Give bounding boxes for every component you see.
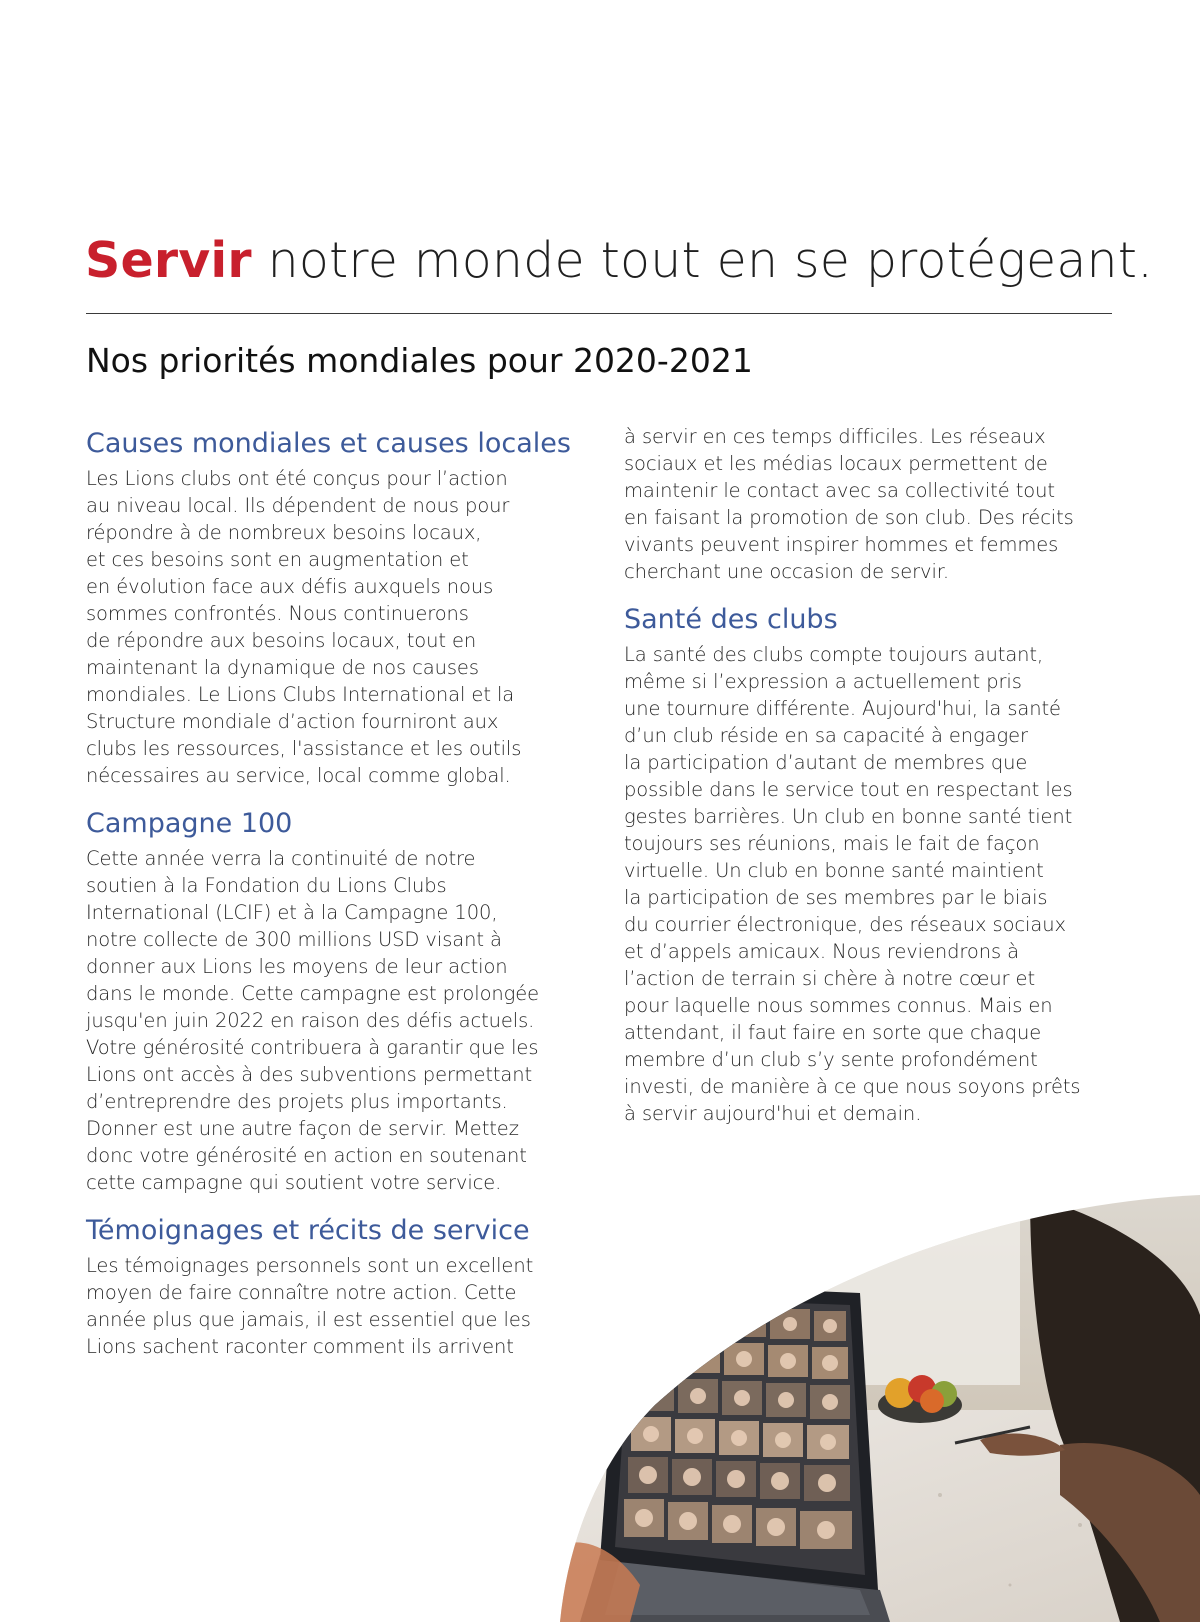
section-sante-clubs — [624, 601, 1124, 1127]
text-line: Les Lions clubs ont été conçus pour l’action — [86, 467, 508, 490]
text-line: du courrier électronique, des réseaux sociaux — [624, 913, 1066, 936]
section-temoignages-continued — [624, 423, 1124, 585]
text-line: la participation d’autant de membres que — [624, 751, 1028, 774]
section-temoignages — [86, 1212, 594, 1360]
text-line: Lions sachent raconter comment ils arrivent — [86, 1335, 514, 1358]
section-campagne-100 — [86, 805, 594, 1196]
text-line: en évolution face aux défis auxquels nous — [86, 575, 494, 598]
text-line: pour laquelle nous sommes connus. Mais en — [624, 994, 1053, 1017]
text-line: l’action de terrain si chère à notre cœur et — [624, 967, 1036, 990]
text-line: une tournure différente. Aujourd'hui, la santé — [624, 697, 1061, 720]
title-divider — [86, 313, 1112, 314]
text-line: d’un club réside en sa capacité à engager — [624, 724, 1028, 747]
right-column — [624, 423, 1124, 1143]
text-line: soutien à la Fondation du Lions Clubs — [86, 874, 447, 897]
section-causes — [86, 425, 594, 789]
text-line: jusqu'en juin 2022 en raison des défis actuels. — [86, 1009, 535, 1032]
text-line: investi, de manière à ce que nous soyons prêts — [624, 1075, 1081, 1098]
text-line: mondiales. Le Lions Clubs International et la — [86, 683, 515, 706]
text-line: gestes barrières. Un club en bonne santé tient — [624, 805, 1073, 828]
text-line: moyen de faire connaître notre action. Cette — [86, 1281, 517, 1304]
video-grid — [624, 1303, 852, 1549]
text-line: au niveau local. Ils dépendent de nous pour — [86, 494, 510, 517]
text-line: donner aux Lions les moyens de leur action — [86, 955, 508, 978]
text-line: La santé des clubs compte toujours autant, — [624, 643, 1044, 666]
text-line: sommes confrontés. Nous continuerons — [86, 602, 469, 625]
laptop-video-call-illustration — [560, 1195, 1200, 1622]
video-call-photo — [560, 1195, 1200, 1622]
section-body — [86, 1252, 594, 1360]
text-line: notre collecte de 300 millions USD visant à — [86, 928, 502, 951]
text-line: Cette année verra la continuité de notre — [86, 847, 476, 870]
section-heading: Campagne 100 — [86, 808, 293, 839]
text-line: donc votre générosité en action en soutenant — [86, 1144, 527, 1167]
text-line: vivants peuvent inspirer hommes et femmes — [624, 533, 1059, 556]
text-line: à servir aujourd'hui et demain. — [624, 1102, 922, 1125]
text-line: et d’appels amicaux. Nous reviendrons à — [624, 940, 1020, 963]
text-line: toujours ses réunions, mais le fait de façon — [624, 832, 1040, 855]
text-line: Les témoignages personnels sont un excellent — [86, 1254, 534, 1277]
text-line: membre d’un club s’y sente profondément — [624, 1048, 1038, 1071]
text-line: répondre à de nombreux besoins locaux, — [86, 521, 482, 544]
text-line: année plus que jamais, il est essentiel que les — [86, 1308, 531, 1331]
text-line: Donner est une autre façon de servir. Mettez — [86, 1117, 519, 1140]
text-line: International (LCIF) et à la Campagne 100, — [86, 901, 498, 924]
section-body — [86, 465, 594, 789]
text-line: attendant, il faut faire en sorte que chaque — [624, 1021, 1042, 1044]
title-accent: Servir — [85, 232, 252, 289]
text-line: cherchant une occasion de servir. — [624, 560, 950, 583]
left-column — [86, 425, 594, 1376]
section-heading: Causes mondiales et causes locales — [86, 428, 571, 459]
text-line: d’entreprendre des projets plus importants. — [86, 1090, 508, 1113]
text-line: la participation de ses membres par le biais — [624, 886, 1048, 909]
section-heading: Témoignages et récits de service — [86, 1215, 530, 1246]
section-body — [624, 423, 1124, 585]
text-line: virtuelle. Un club en bonne santé maintient — [624, 859, 1044, 882]
text-line: Lions ont accès à des subventions permettant — [86, 1063, 533, 1086]
text-line: Votre générosité contribuera à garantir que les — [86, 1036, 539, 1059]
title-rest: notre monde tout en se protégeant. — [251, 232, 1153, 289]
text-line: en faisant la promotion de son club. Des récits — [624, 506, 1074, 529]
text-line: et ces besoins sont en augmentation et — [86, 548, 469, 571]
page-subtitle: Nos priorités mondiales pour 2020-2021 — [86, 341, 753, 380]
text-line: cette campagne qui soutient votre service. — [86, 1171, 502, 1194]
text-line: maintenant la dynamique de nos causes — [86, 656, 479, 679]
text-line: de répondre aux besoins locaux, tout en — [86, 629, 477, 652]
text-line: à servir en ces temps difficiles. Les réseaux — [624, 425, 1046, 448]
text-line: Structure mondiale d’action fourniront aux — [86, 710, 499, 733]
text-line: clubs les ressources, l'assistance et les outils — [86, 737, 522, 760]
page-title — [85, 232, 1153, 289]
text-line: sociaux et les médias locaux permettent de — [624, 452, 1048, 475]
text-line: possible dans le service tout en respectant les — [624, 778, 1073, 801]
section-body — [624, 641, 1124, 1127]
text-line: maintenir le contact avec sa collectivité tout — [624, 479, 1055, 502]
text-line: nécessaires au service, local comme global. — [86, 764, 511, 787]
section-heading: Santé des clubs — [624, 604, 838, 635]
section-body — [86, 845, 594, 1196]
text-line: même si l’expression a actuellement pris — [624, 670, 1022, 693]
text-line: dans le monde. Cette campagne est prolongée — [86, 982, 540, 1005]
